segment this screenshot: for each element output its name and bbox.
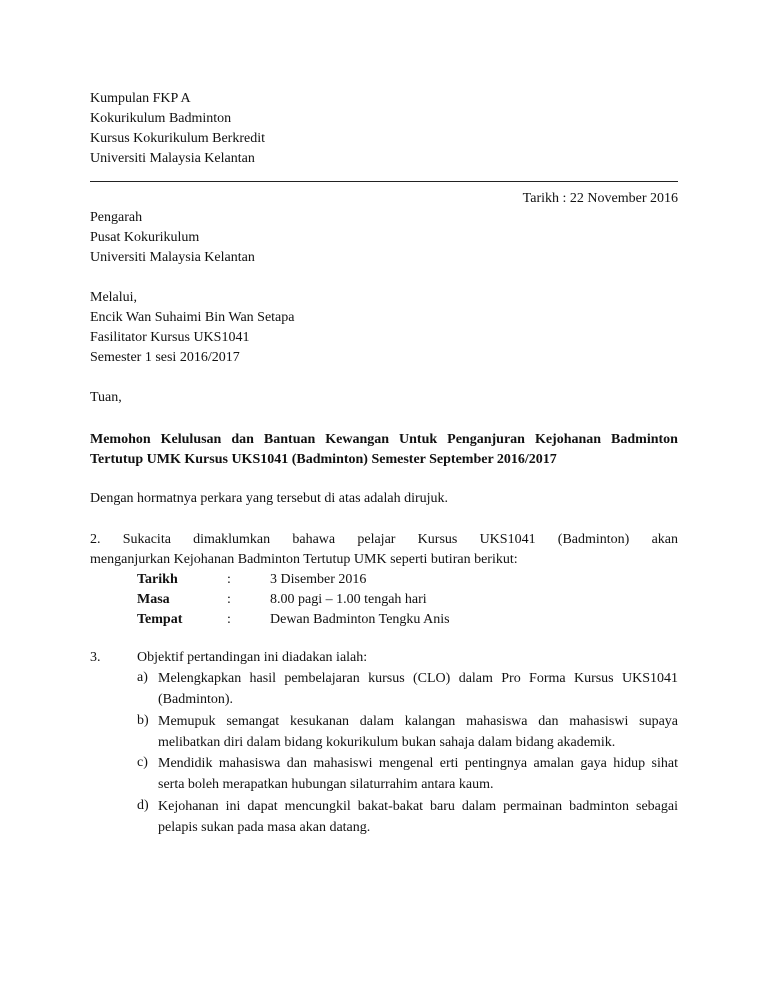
schedule-colon: :: [227, 592, 231, 607]
sender-group: Kumpulan FKP A: [90, 91, 191, 106]
schedule-colon: :: [227, 572, 231, 587]
subject-word: Kewangan: [325, 432, 390, 447]
subject-line-1: [90, 430, 678, 450]
para2-word: (Badminton): [557, 532, 630, 547]
schedule-label-venue: Tempat: [137, 612, 183, 627]
objective-letter: a): [137, 670, 148, 685]
header-divider: [90, 181, 678, 182]
objective-letter: b): [137, 713, 149, 728]
subject-word: Untuk: [399, 432, 438, 447]
sender-unit: Kokurikulum Badminton: [90, 111, 232, 126]
schedule-label-time: Masa: [137, 592, 170, 607]
sender-course: Kursus Kokurikulum Berkredit: [90, 131, 265, 146]
letter-date: Tarikh : 22 November 2016: [522, 191, 678, 206]
objectives-intro: Objektif pertandingan ini diadakan ialah:: [137, 650, 368, 665]
para2-word: akan: [651, 532, 678, 547]
para3-number: 3.: [90, 650, 101, 665]
objective-item: Kejohanan ini dapat mencungkil bakat-bakat baru dalam permainan badminton sebagai pelapis sukan pada masa akan datang.: [158, 799, 678, 835]
subject-line-2: Tertutup UMK Kursus UKS1041 (Badminton) Semester September 2016/2017: [90, 452, 557, 467]
salutation: Tuan,: [90, 390, 122, 405]
subject-word: Bantuan: [263, 432, 316, 447]
objective-item: Mendidik mahasiswa dan mahasiswi mengenal erti pentingnya amalan gaya hidup sihat serta boleh merapatkan hubungan silaturrahim antara kaum.: [158, 756, 678, 792]
schedule-value-date: 3 Disember 2016: [270, 572, 367, 587]
via-role: Fasilitator Kursus UKS1041: [90, 330, 250, 345]
para2-word: pelajar: [357, 532, 396, 547]
subject-word: Memohon: [90, 432, 151, 447]
via-semester: Semester 1 sesi 2016/2017: [90, 350, 240, 365]
sender-university: Universiti Malaysia Kelantan: [90, 151, 255, 166]
para2-word: bahawa: [292, 532, 336, 547]
subject-word: Kelulusan: [160, 432, 222, 447]
subject-word: Kejohanan: [534, 432, 602, 447]
via-label: Melalui,: [90, 290, 138, 305]
para2-word: Kursus: [417, 532, 458, 547]
objective-item: Memupuk semangat kesukanan dalam kalangan mahasiswa dan mahasiswi supaya melibatkan diri dalam bidang kokurikulum bukan sahaja dalam bidang akademik.: [158, 714, 678, 750]
schedule-label-date: Tarikh: [137, 572, 178, 587]
para2-line-1: [90, 530, 678, 550]
schedule-value-venue: Dewan Badminton Tengku Anis: [270, 612, 450, 627]
schedule-colon: :: [227, 612, 231, 627]
para2-word: Sukacita: [122, 532, 171, 547]
para2-word: UKS1041: [479, 532, 536, 547]
objective-letter: c): [137, 755, 148, 770]
recipient-university: Universiti Malaysia Kelantan: [90, 250, 255, 265]
para2-number: 2.: [90, 532, 101, 547]
para2-line-2: menganjurkan Kejohanan Badminton Tertutup UMK seperti butiran berikut:: [90, 552, 518, 567]
recipient-title: Pengarah: [90, 210, 143, 225]
schedule-value-time: 8.00 pagi – 1.00 tengah hari: [270, 592, 427, 607]
objective-item: Melengkapkan hasil pembelajaran kursus (CLO) dalam Pro Forma Kursus UKS1041 (Badminton).: [158, 671, 678, 707]
subject-word: dan: [231, 432, 254, 447]
subject-word: Penganjuran: [447, 432, 525, 447]
via-name: Encik Wan Suhaimi Bin Wan Setapa: [90, 310, 295, 325]
para2-word: dimaklumkan: [193, 532, 271, 547]
intro-paragraph: Dengan hormatnya perkara yang tersebut di atas adalah dirujuk.: [90, 491, 449, 506]
recipient-department: Pusat Kokurikulum: [90, 230, 200, 245]
objective-letter: d): [137, 798, 149, 813]
subject-word: Badminton: [611, 432, 678, 447]
